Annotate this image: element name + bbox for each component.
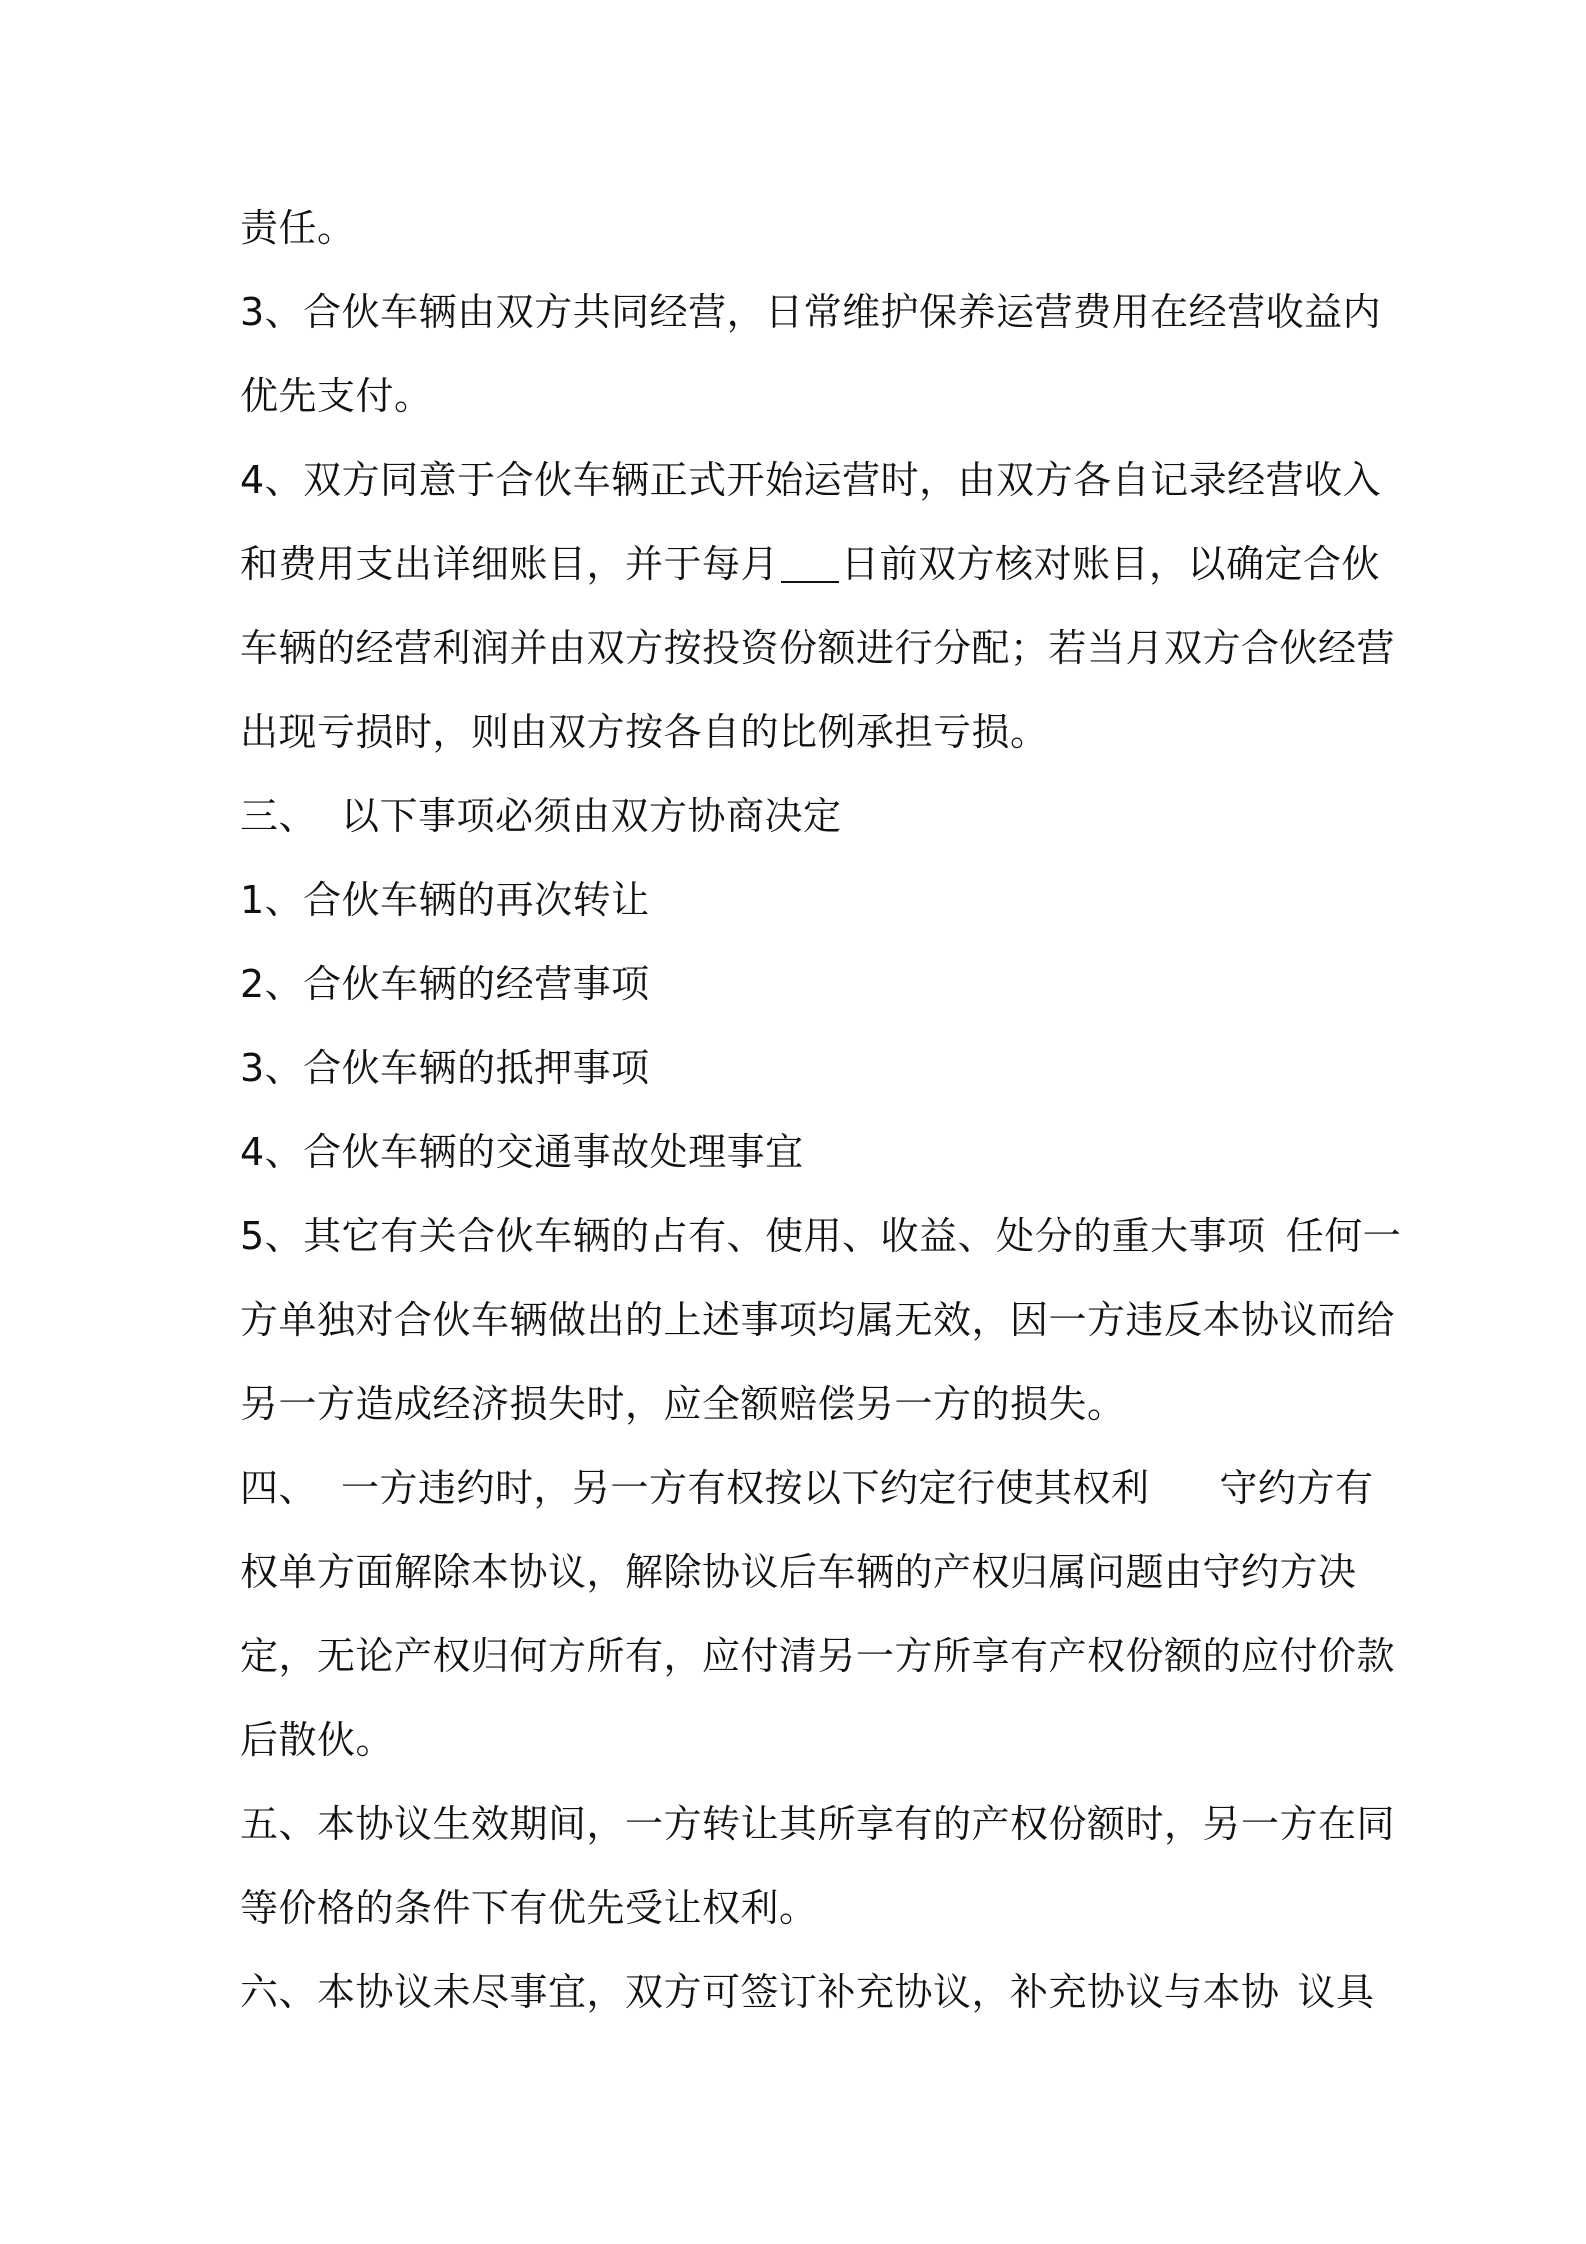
- document-body: [240, 186, 1402, 2034]
- list-item: 2、合伙车辆的经营事项: [240, 962, 650, 1006]
- text-line: 出现亏损时，则由双方按各自的比例承担亏损。: [240, 710, 1049, 754]
- text-line: 定，无论产权归何方所有，应付清另一方所享有产权份额的应付价款: [240, 1634, 1396, 1678]
- text-line: 等价格的条件下有优先受让权利。: [240, 1886, 818, 1930]
- text-line: 车辆的经营利润并由双方按投资份额进行分配；若当月双方合伙经营: [240, 626, 1396, 670]
- text-segment: 六、本协议未尽事宜，双方可签订补充协议，补充协议与本协: [240, 1970, 1280, 2014]
- list-item: 1、合伙车辆的再次转让: [240, 878, 650, 922]
- text-line: 另一方造成经济损失时，应全额赔偿另一方的损失。: [240, 1382, 1126, 1426]
- text-segment: 日前双方核对账目，以确定合伙: [841, 542, 1381, 586]
- text-line: 权单方面解除本协议，解除协议后车辆的产权归属问题由守约方决: [240, 1550, 1357, 1594]
- list-item: 3、合伙车辆的抵押事项: [240, 1046, 650, 1090]
- fill-in-blank: [781, 580, 839, 583]
- text-line: 责任。: [240, 206, 356, 250]
- section-title: 以下事项必须由双方协商决定: [341, 794, 842, 838]
- text-line: 方单独对合伙车辆做出的上述事项均属无效，因一方违反本协议而给: [240, 1298, 1396, 1342]
- text-segment: 一方违约时，另一方有权按以下约定行使其权利: [341, 1466, 1150, 1510]
- text-segment: 和费用支出详细账目，并于每月: [240, 542, 780, 586]
- list-item: [240, 1194, 1402, 1278]
- text-segment: 5、其它有关合伙车辆的占有、使用、收益、处分的重大事项: [240, 1214, 1266, 1258]
- text-line: [240, 1950, 1375, 2034]
- text-line: 4、双方同意于合伙车辆正式开始运营时，由双方各自记录经营收入: [240, 458, 1382, 502]
- section-number: 四、: [240, 1466, 318, 1510]
- text-line: 优先支付。: [240, 374, 433, 418]
- section-heading: [240, 774, 1360, 858]
- section-heading: [240, 1446, 1374, 1530]
- text-segment: 任何一: [1285, 1214, 1402, 1258]
- text-line: 后散伙。: [240, 1718, 395, 1762]
- section-number: 三、: [240, 794, 318, 838]
- text-segment: 议具: [1297, 1970, 1375, 2014]
- text-line-with-blank: [240, 522, 1381, 606]
- text-line: 五、本协议生效期间，一方转让其所享有的产权份额时，另一方在同: [240, 1802, 1396, 1846]
- text-segment: 守约方有: [1219, 1466, 1374, 1510]
- text-line: 3、合伙车辆由双方共同经营，日常维护保养运营费用在经营收益内: [240, 290, 1382, 334]
- list-item: 4、合伙车辆的交通事故处理事宜: [240, 1130, 804, 1174]
